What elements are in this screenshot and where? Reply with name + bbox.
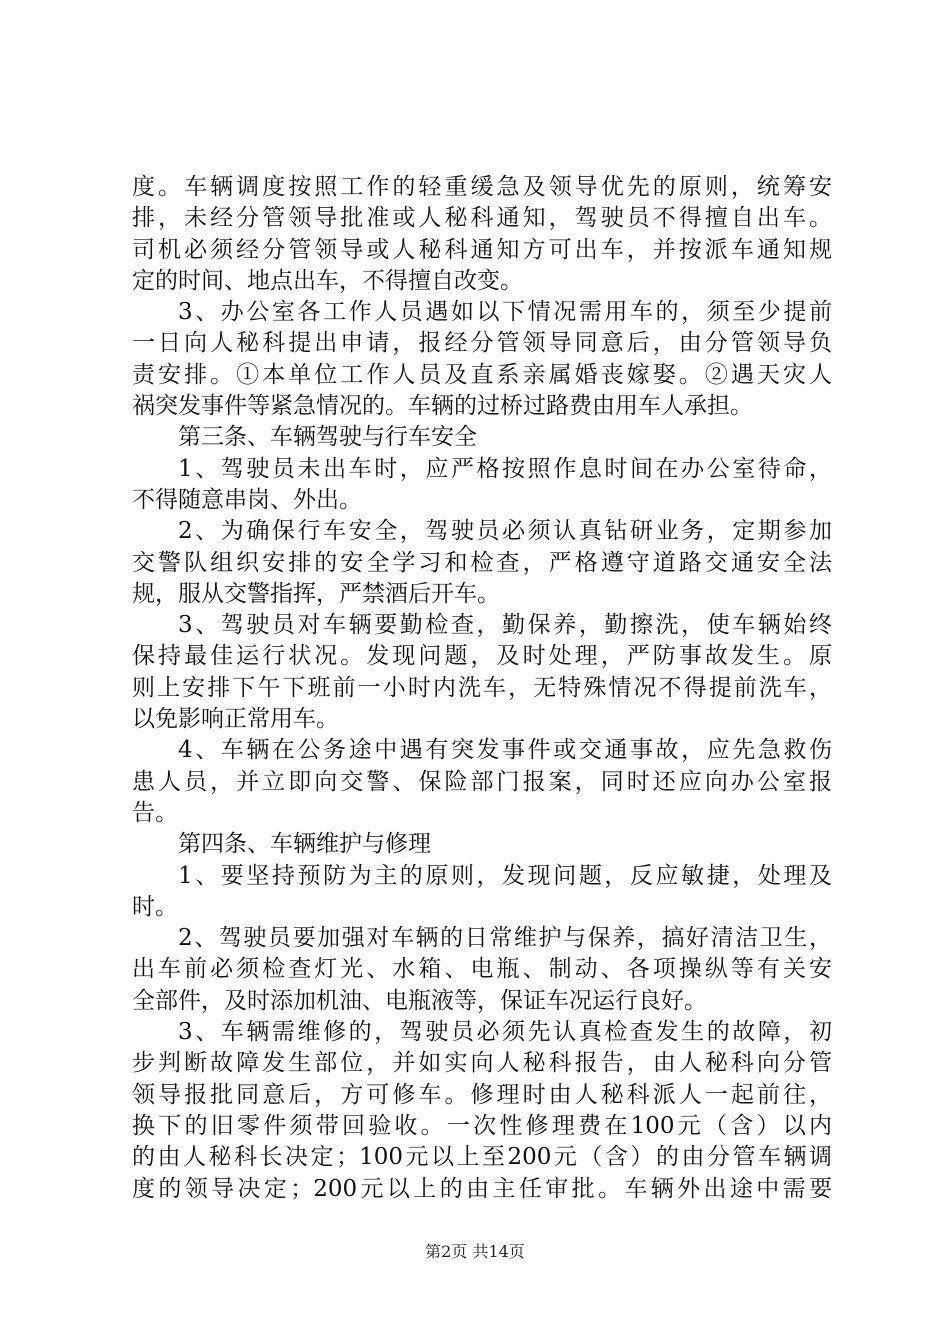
text-line: 3、驾驶员对车辆要勤检查，勤保养，勤擦洗，使车辆始终 [178,612,832,639]
text-line: 以免影响正常用车。 [132,706,339,733]
text-line: 规，服从交警指挥，严禁酒后开车。 [132,580,500,607]
section-heading: 第三条、车辆驾驶与行车安全 [178,424,477,451]
text-line: 责安排。①本单位工作人员及直系亲属婚丧嫁娶。②遇天灾人 [132,361,832,388]
text-line: 保持最佳运行状况。发现问题，及时处理，严防事故发生。原 [132,643,832,670]
text-line: 的由人秘科长决定；100元以上至200元（含）的由分管车辆调 [132,1144,832,1171]
text-line: 祸突发事件等紧急情况的。车辆的过桥过路费由用车人承担。 [132,393,753,420]
text-line: 司机必须经分管领导或人秘科通知方可出车，并按派车通知规 [132,236,832,263]
text-line: 3、车辆需维修的，驾驶员必须先认真检查发生的故障，初 [178,1019,832,1046]
text-line: 1、驾驶员未出车时，应严格按照作息时间在办公室待命， [178,455,832,482]
text-line: 定的时间、地点出车，不得擅自改变。 [132,267,523,294]
text-line: 领导报批同意后，方可修车。修理时由人秘科派人一起前往， [132,1081,832,1108]
text-line: 2、为确保行车安全，驾驶员必须认真钻研业务，定期参加 [178,518,832,545]
text-line: 告。 [132,799,178,826]
text-line: 4、车辆在公务途中遇有突发事件或交通事故，应先急救伤 [178,737,832,764]
text-line: 步判断故障发生部位，并如实向人秘科报告，由人秘科向分管 [132,1050,832,1077]
text-line: 时。 [132,893,178,920]
section-heading: 第四条、车辆维护与修理 [178,831,431,858]
text-line: 出车前必须检查灯光、水箱、电瓶、制动、各项操纵等有关安 [132,956,832,983]
text-line: 3、办公室各工作人员遇如以下情况需用车的，须至少提前 [178,299,832,326]
text-line: 一日向人秘科提出申请，报经分管领导同意后，由分管领导负 [132,330,832,357]
page-footer: 第2页 共14页 [425,1242,525,1261]
document-body [132,172,832,1205]
text-line: 度。车辆调度按照工作的轻重缓急及领导优先的原则，统筹安 [132,174,832,200]
text-line: 换下的旧零件须带回验收。一次性修理费在100元（含）以内 [132,1112,832,1139]
text-line: 则上安排下午下班前一小时内洗车，无特殊情况不得提前洗车， [132,674,832,701]
text-line: 不得随意串岗、外出。 [132,486,362,513]
text-line: 2、驾驶员要加强对车辆的日常维护与保养，搞好清洁卫生， [178,925,832,952]
text-line: 度的领导决定；200元以上的由主任审批。车辆外出途中需要 [132,1175,832,1202]
text-line: 交警队组织安排的安全学习和检查，严格遵守道路交通安全法 [132,549,832,576]
text-line: 排，未经分管领导批准或人秘科通知，驾驶员不得擅自出车。 [132,205,832,232]
text-line: 全部件，及时添加机油、电瓶液等，保证车况运行良好。 [132,987,707,1014]
text-line: 1、要坚持预防为主的原则，发现问题，反应敏捷，处理及 [178,862,832,889]
text-line: 患人员，并立即向交警、保险部门报案，同时还应向办公室报 [132,768,832,795]
